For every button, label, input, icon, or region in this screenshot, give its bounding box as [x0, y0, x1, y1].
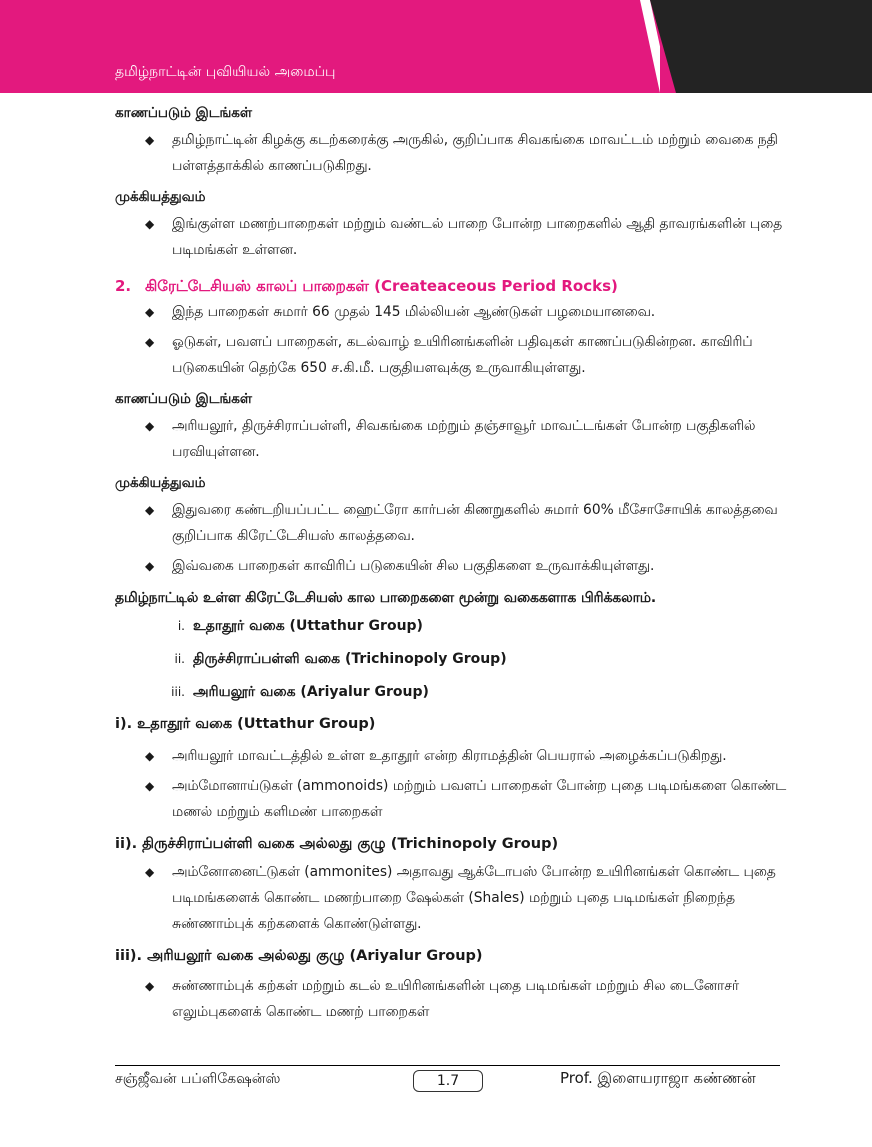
trichinopoly-heading: ii). திருச்சிராப்பள்ளி வகை அல்லது குழு (Trichinopoly Group): [115, 836, 559, 852]
bullet-list: [115, 743, 790, 825]
subhead-places: காணப்படும் இடங்கள்: [115, 105, 253, 121]
diamond-bullet-icon: ◆: [145, 979, 155, 993]
page-content: [115, 103, 790, 1025]
bullet-list: [115, 859, 790, 937]
subhead-places: காணப்படும் இடங்கள்: [115, 391, 253, 407]
subhead-importance: முக்கியத்துவம்: [115, 475, 206, 491]
header-dark-corner: [650, 0, 872, 93]
diamond-bullet-icon: ◆: [145, 335, 155, 349]
ariyalur-heading: iii). அரியலூர் வகை அல்லது குழு (Ariyalur Group): [115, 948, 483, 964]
subhead-importance: முக்கியத்துவம்: [115, 189, 206, 205]
page-number: 1.7: [413, 1070, 483, 1092]
diamond-bullet-icon: ◆: [145, 559, 155, 573]
list-item: ◆ தமிழ்நாட்டின் கிழக்கு கடற்கரைக்கு அருகில், குறிப்பாக சிவகங்கை மாவட்டம் மற்றும் வைகை நதி பள்ளத்தாக்கில் காணப்படுகிறது.: [115, 127, 790, 179]
list-item: ◆ ஓடுகள், பவளப் பாறைகள், கடல்வாழ் உயிரினங்களின் பதிவுகள் காணப்படுகின்றன. காவிரிப் படுகையின் தெற்கே 650 ச.கி.மீ. பகுதியளவுக்கு உருவாகியுள்ளது.: [115, 329, 790, 381]
bullet-list: [115, 973, 790, 1025]
diamond-bullet-icon: ◆: [145, 305, 155, 319]
page-header: [0, 0, 872, 93]
group-item: i. உதாதூர் வகை (Uttathur Group): [177, 618, 423, 634]
diamond-bullet-icon: ◆: [145, 779, 155, 793]
list-item: ◆ இவ்வகை பாறைகள் காவிரிப் படுகையின் சில பகுதிகளை உருவாக்கியுள்ளது.: [115, 553, 790, 579]
diamond-bullet-icon: ◆: [145, 749, 155, 763]
group-item: iii. அரியலூர் வகை (Ariyalur Group): [171, 684, 429, 700]
diamond-bullet-icon: ◆: [145, 419, 155, 433]
diamond-bullet-icon: ◆: [145, 133, 155, 147]
chapter-title: தமிழ்நாட்டின் புவியியல் அமைப்பு: [115, 64, 336, 80]
bullet-list: [115, 299, 790, 381]
list-item: ◆ இதுவரை கண்டறியப்பட்ட ஹைட்ரோ கார்பன் கிணறுகளில் சுமார் 60% மீசோசோயிக் காலத்தவை குறிப்பாக கிரேட்டேசியஸ் காலத்தவை.: [115, 497, 790, 549]
diamond-bullet-icon: ◆: [145, 503, 155, 517]
footer-publisher: சஞ்ஜீவன் பப்ளிகேஷன்ஸ்: [115, 1071, 281, 1087]
group-item: ii. திருச்சிராப்பள்ளி வகை (Trichinopoly Group): [174, 651, 507, 667]
diamond-bullet-icon: ◆: [145, 217, 155, 231]
section-number: 2.: [115, 277, 132, 295]
uttathur-heading: i). உதாதூர் வகை (Uttathur Group): [115, 716, 376, 732]
footer-rule: [115, 1065, 780, 1066]
list-item: ◆ அம்னோனைட்டுகள் (ammonites) அதாவது ஆக்டோபஸ் போன்ற உயிரினங்கள் கொண்ட புதை படிமங்களைக் கொண்ட மணற்பாறை ஷேல்கள் (Shales) மற்றும் புதை படிமங்கள் நிறைந்த சுண்ணாம்புக் கற்களைக் கொண்டுள்ளது.: [115, 859, 790, 937]
bullet-list: [115, 211, 790, 263]
bullet-list: [115, 497, 790, 579]
list-item: ◆ அம்மோனாய்டுகள் (ammonoids) மற்றும் பவளப் பாறைகள் போன்ற புதை படிமங்களை கொண்ட மணல் மற்றும் களிமண் பாறைகள்: [115, 773, 790, 825]
bullet-list: [115, 413, 790, 465]
bullet-list: [115, 127, 790, 179]
classification-intro: தமிழ்நாட்டில் உள்ள கிரேட்டேசியஸ் கால பாறைகளை மூன்று வகைகளாக பிரிக்கலாம்.: [115, 590, 657, 606]
group-list: [115, 615, 790, 703]
list-item: ◆ அரியலூர் மாவட்டத்தில் உள்ள உதாதூர் என்ற கிராமத்தின் பெயரால் அழைக்கப்படுகிறது.: [115, 743, 790, 769]
list-item: ◆ சுண்ணாம்புக் கற்கள் மற்றும் கடல் உயிரினங்களின் புதை படிமங்கள் மற்றும் சில டைனோசர் எலும்புகளைக் கொண்ட மணற் பாறைகள்: [115, 973, 790, 1025]
footer-author: Prof. இளையராஜா கண்ணன்: [560, 1069, 756, 1087]
list-item: ◆ அரியலூர், திருச்சிராப்பள்ளி, சிவகங்கை மற்றும் தஞ்சாவூர் மாவட்டங்கள் போன்ற பகுதிகளில் பரவியுள்ளன.: [115, 413, 790, 465]
diamond-bullet-icon: ◆: [145, 865, 155, 879]
section-title: 2. கிரேட்டேசியஸ் காலப் பாறைகள் (Createaceous Period Rocks): [115, 277, 618, 295]
list-item: ◆ இங்குள்ள மணற்பாறைகள் மற்றும் வண்டல் பாறை போன்ற பாறைகளில் ஆதி தாவரங்களின் புதை படிமங்கள் உள்ளன.: [115, 211, 790, 263]
list-item: ◆ இந்த பாறைகள் சுமார் 66 முதல் 145 மில்லியன் ஆண்டுகள் பழமையானவை.: [115, 299, 790, 325]
